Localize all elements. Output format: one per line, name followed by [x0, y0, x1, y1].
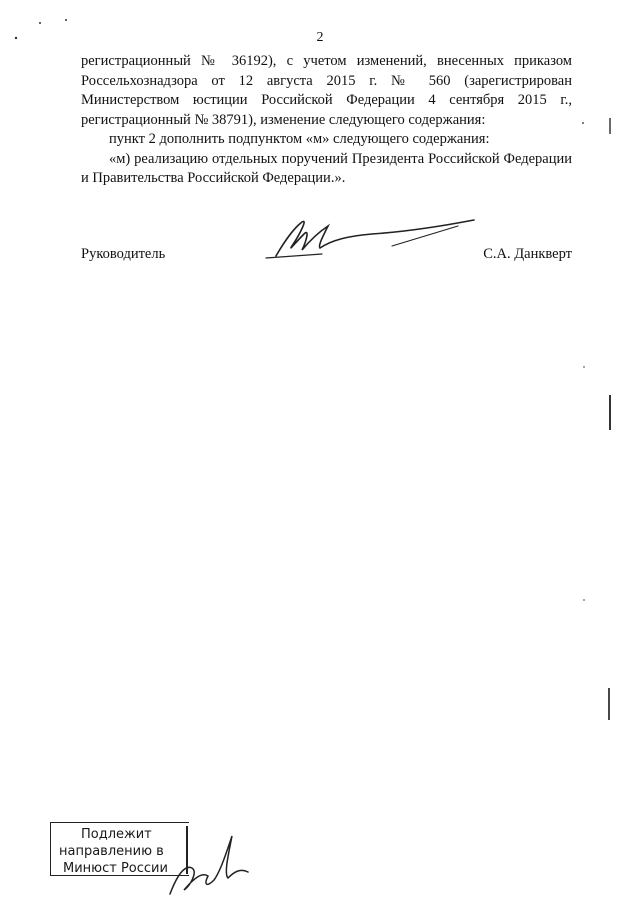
signatory-name: С.А. Данкверт	[483, 246, 572, 262]
paragraph-1: регистрационный № 36192), с учетом изменений, внесенных приказом Россельхознадзора от 12 августа 2015 г. № 560 (зарегистрирован Министерством юстиции Российской Федерации 4 сентября 2015 г., регистрационный № 38791), изменение следующего содержания:	[81, 53, 572, 128]
stamp-line-1: Подлежит	[81, 827, 152, 842]
stamp-line-3: Минюст России	[63, 861, 168, 876]
stamp-line-2: направлению в	[59, 844, 164, 859]
paragraph-3: «м) реализацию отдельных поручений Президента Российской Федерации и Правительства Российской Федерации.».	[81, 150, 572, 186]
page-number: 2	[316, 30, 324, 45]
signatory-role: Руководитель	[81, 246, 166, 262]
paragraph-2: пункт 2 дополнить подпунктом «м» следующего содержания:	[109, 131, 490, 147]
